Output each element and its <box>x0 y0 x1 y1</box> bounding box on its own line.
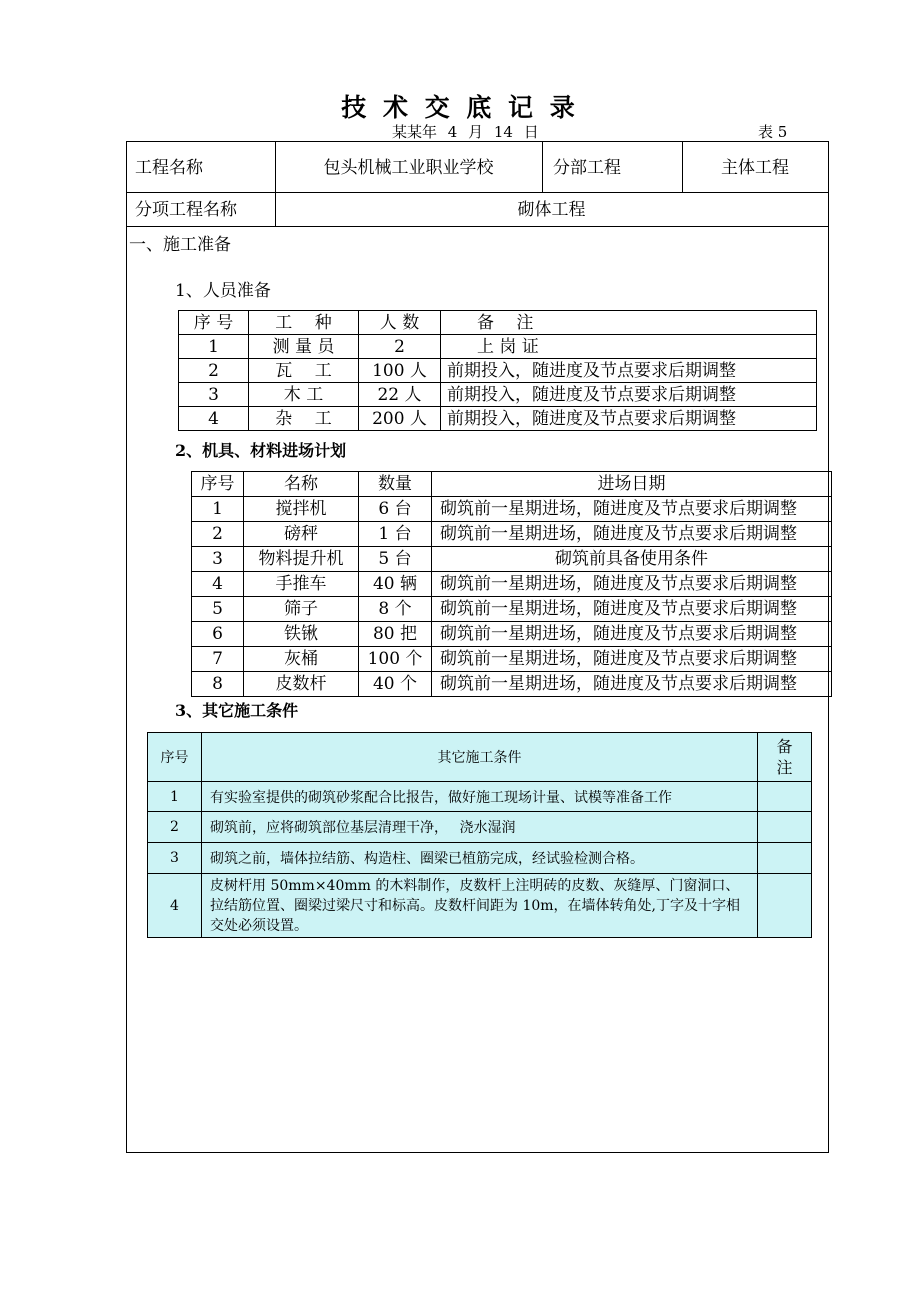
no-cell: 4 <box>179 407 249 431</box>
table-row <box>192 522 832 547</box>
no-cell: 5 <box>192 597 244 622</box>
header-cell: 序号 <box>148 733 202 782</box>
qty-cell: 80 把 <box>359 622 432 647</box>
qty-cell: 40 辆 <box>359 572 432 597</box>
date-line: 某某年 4 月 14 日 <box>392 123 539 141</box>
name-cell: 皮数杆 <box>244 672 359 697</box>
table-row <box>148 782 812 812</box>
no-cell: 1 <box>179 335 249 359</box>
name-cell: 物料提升机 <box>244 547 359 572</box>
table-row <box>179 359 817 383</box>
date-cell: 砌筑前一星期进场，随进度及节点要求后期调整 <box>432 622 832 647</box>
header-divider-2 <box>127 226 828 227</box>
division-label: 分部工程 <box>553 158 621 178</box>
no-cell: 3 <box>192 547 244 572</box>
qty-cell: 6 台 <box>359 497 432 522</box>
condition-cell: 砌筑前，应将砌筑部位基层清理干净， 浇水湿润 <box>202 812 758 843</box>
header-cell: 备 注 <box>441 311 817 335</box>
note-cell: 前期投入，随进度及节点要求后期调整 <box>441 359 817 383</box>
header-cell: 备注 <box>758 733 812 782</box>
no-cell: 8 <box>192 672 244 697</box>
date-cell: 砌筑前具备使用条件 <box>432 547 832 572</box>
qty-cell: 1 台 <box>359 522 432 547</box>
name-cell: 筛子 <box>244 597 359 622</box>
note-cell: 前期投入，随进度及节点要求后期调整 <box>441 383 817 407</box>
count-cell: 22 人 <box>359 383 441 407</box>
table-number: 表 5 <box>758 123 788 141</box>
date-cell: 砌筑前一星期进场，随进度及节点要求后期调整 <box>432 672 832 697</box>
no-cell: 4 <box>148 874 202 938</box>
table-row <box>192 647 832 672</box>
division-value: 主体工程 <box>721 158 789 178</box>
no-cell: 2 <box>148 812 202 843</box>
header-cell: 序号 <box>192 472 244 497</box>
no-cell: 1 <box>148 782 202 812</box>
record-frame <box>126 141 829 1153</box>
other-conditions-table <box>147 732 812 938</box>
date-cell: 砌筑前一星期进场，随进度及节点要求后期调整 <box>432 497 832 522</box>
header-col-divider-2 <box>542 142 543 192</box>
table-row <box>179 383 817 407</box>
condition-cell: 皮树杆用 50mm×40mm 的木料制作，皮数杆上注明砖的皮数、灰缝厚、门窗洞口、拉结筋位置、圈梁过梁尺寸和标高。皮数杆间距为 10m，在墙体转角处,丁字及十字相交处必须设置。 <box>202 874 758 938</box>
note-cell <box>758 812 812 843</box>
project-name-label: 工程名称 <box>135 158 203 178</box>
table-header-row <box>148 733 812 782</box>
machinery-title: 2、机具、材料进场计划 <box>175 441 347 460</box>
name-cell: 灰桶 <box>244 647 359 672</box>
type-cell: 杂 工 <box>249 407 359 431</box>
header-divider-1 <box>127 192 828 193</box>
qty-cell: 40 个 <box>359 672 432 697</box>
type-cell: 测 量 员 <box>249 335 359 359</box>
no-cell: 3 <box>179 383 249 407</box>
table-row <box>192 622 832 647</box>
header-cell: 工 种 <box>249 311 359 335</box>
header-cell: 名称 <box>244 472 359 497</box>
no-cell: 4 <box>192 572 244 597</box>
subitem-label: 分项工程名称 <box>135 200 237 220</box>
header-cell: 序 号 <box>179 311 249 335</box>
note-cell <box>758 782 812 812</box>
machinery-table <box>191 471 832 697</box>
other-conditions-title: 3、其它施工条件 <box>175 701 299 720</box>
table-header-row <box>179 311 817 335</box>
note-cell <box>758 843 812 874</box>
document-title: 技 术 交 底 记 录 <box>341 93 579 122</box>
date-cell: 砌筑前一星期进场，随进度及节点要求后期调整 <box>432 522 832 547</box>
name-cell: 搅拌机 <box>244 497 359 522</box>
no-cell: 2 <box>192 522 244 547</box>
condition-cell: 有实验室提供的砌筑砂浆配合比报告，做好施工现场计量、试模等准备工作 <box>202 782 758 812</box>
subitem-value: 砌体工程 <box>517 200 586 220</box>
no-cell: 3 <box>148 843 202 874</box>
type-cell: 瓦 工 <box>249 359 359 383</box>
no-cell: 6 <box>192 622 244 647</box>
count-cell: 2 <box>359 335 441 359</box>
table-row <box>192 597 832 622</box>
table-row <box>192 672 832 697</box>
date-cell: 砌筑前一星期进场，随进度及节点要求后期调整 <box>432 572 832 597</box>
qty-cell: 8 个 <box>359 597 432 622</box>
no-cell: 7 <box>192 647 244 672</box>
qty-cell: 100 个 <box>359 647 432 672</box>
type-cell: 木 工 <box>249 383 359 407</box>
personnel-table <box>178 310 817 431</box>
count-cell: 100 人 <box>359 359 441 383</box>
table-row <box>148 874 812 938</box>
table-row <box>179 335 817 359</box>
date-cell: 砌筑前一星期进场，随进度及节点要求后期调整 <box>432 647 832 672</box>
condition-cell: 砌筑之前，墙体拉结筋、构造柱、圈梁已植筋完成，经试验检测合格。 <box>202 843 758 874</box>
name-cell: 磅秤 <box>244 522 359 547</box>
header-cell: 数量 <box>359 472 432 497</box>
section-title-prep: 一、施工准备 <box>129 235 231 255</box>
table-row <box>179 407 817 431</box>
personnel-title: 1、人员准备 <box>175 281 271 301</box>
name-cell: 手推车 <box>244 572 359 597</box>
table-row <box>192 572 832 597</box>
table-row <box>192 547 832 572</box>
table-row <box>192 497 832 522</box>
note-cell: 前期投入，随进度及节点要求后期调整 <box>441 407 817 431</box>
no-cell: 1 <box>192 497 244 522</box>
project-name-value: 包头机械工业职业学校 <box>323 158 494 178</box>
date-cell: 砌筑前一星期进场，随进度及节点要求后期调整 <box>432 597 832 622</box>
name-cell: 铁锹 <box>244 622 359 647</box>
header-cell: 人 数 <box>359 311 441 335</box>
table-header-row <box>192 472 832 497</box>
note-cell: 上 岗 证 <box>441 335 817 359</box>
table-row <box>148 812 812 843</box>
no-cell: 2 <box>179 359 249 383</box>
qty-cell: 5 台 <box>359 547 432 572</box>
count-cell: 200 人 <box>359 407 441 431</box>
header-cell: 其它施工条件 <box>202 733 758 782</box>
note-cell <box>758 874 812 938</box>
table-row <box>148 843 812 874</box>
header-cell: 进场日期 <box>432 472 832 497</box>
